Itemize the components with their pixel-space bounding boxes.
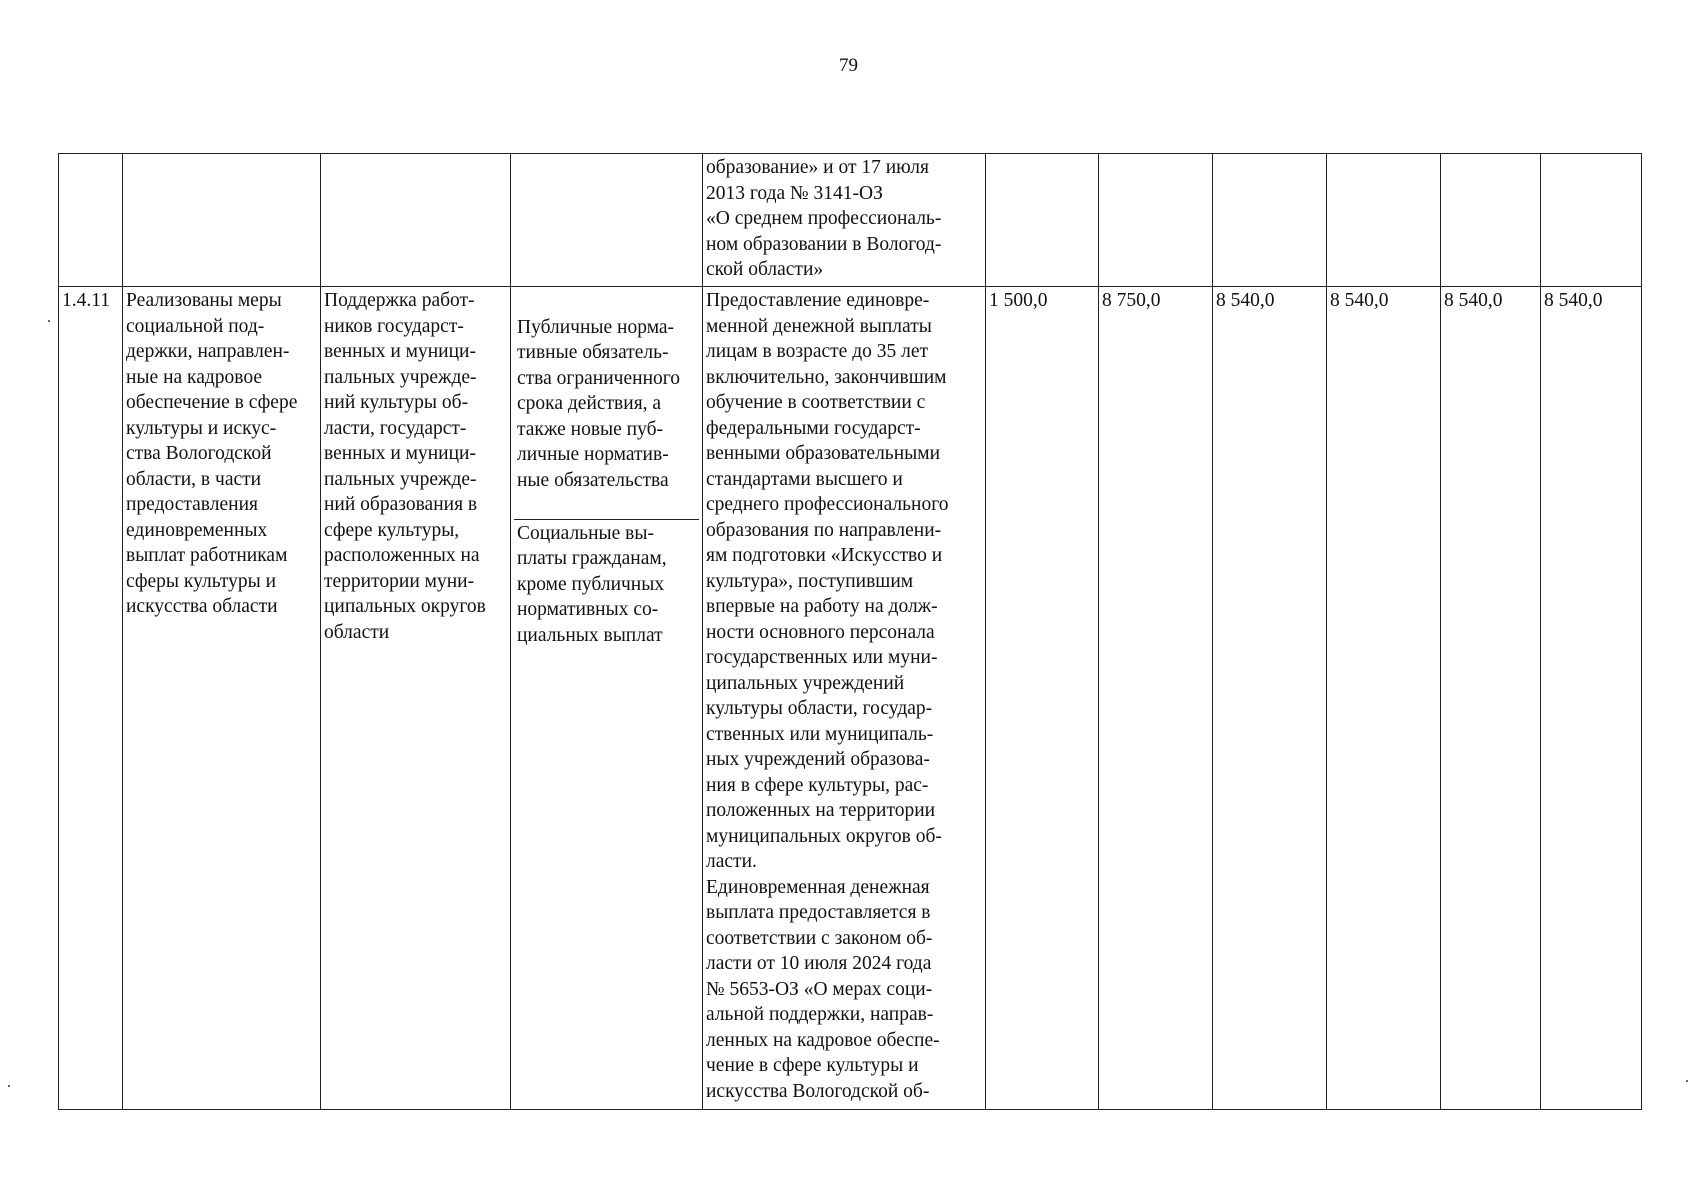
result-cell: [123, 154, 321, 287]
expense-type-item: Публичные норма- тивные обязатель- ства ограниченного срока действия, а также новые пуб- личные норматив- ные обязательства: [517, 316, 681, 491]
description-cell: Предоставление единовре- менной денежной выплаты лицам в возрасте до 35 лет включительно, закончившим обучение в соответствии с федеральными государст- венными образовательными стандартами высшего и среднего профессионального образования по направлени- ям подготовки «Искусство и культура», поступившим впервые на работу на долж- ности основного персонала государственных или муни- ципальных учреждений культуры области, государ- ственных или муниципаль- ных учреждений образова- ния в сфере культуры, рас- положенных на территории муниципальных округов об- ласти. Единовременная денежная выплата предоставляется в соответствии с законом об- ласти от 10 июля 2024 года № 5653-ОЗ «О мерах соци- альной поддержки, направ- ленных на кадровое обеспе- чение в сфере культуры и искусства Вологодской об-: [703, 287, 986, 1110]
value-cell: 8 540,0: [1541, 287, 1642, 1110]
value-cell: [1213, 154, 1327, 287]
page-number: 79: [839, 55, 858, 76]
description-cell: образование» и от 17 июля 2013 года № 3141-ОЗ «О среднем профессиональ- ном образовании в Вологод- ской области»: [703, 154, 986, 287]
expense-type-cell: [511, 287, 703, 1110]
value-cell: 8 750,0: [1099, 287, 1213, 1110]
row-index-cell: [59, 154, 123, 287]
scan-mark: [8, 1085, 10, 1087]
value-cell: [986, 154, 1099, 287]
value-cell: 8 540,0: [1327, 287, 1441, 1110]
value-cell: [1541, 154, 1642, 287]
table-row: [59, 154, 1642, 287]
scan-mark: [48, 320, 50, 322]
event-cell: [321, 154, 511, 287]
value-cell: 8 540,0: [1213, 287, 1327, 1110]
expense-type-item: Социальные вы- платы гражданам, кроме публичных нормативных со- циальных выплат: [514, 519, 699, 649]
event-cell: Поддержка работ- ников государст- венных и муници- пальных учрежде- ний культуры об- ласти, государст- венных и муници- пальных учрежде- ний образования в сфере культуры, расположенных на территории муни- ципальных округов области: [321, 287, 511, 1110]
program-table: [58, 153, 1642, 1110]
scan-mark: [1686, 1080, 1688, 1082]
table-row: [59, 287, 1642, 1110]
value-cell: [1099, 154, 1213, 287]
value-cell: 1 500,0: [986, 287, 1099, 1110]
expense-type-cell: [511, 154, 703, 287]
result-cell: Реализованы меры социальной под- держки, направлен- ные на кадровое обеспечение в сфере культуры и искус- ства Вологодской области, в части предоставления единовременных выплат работникам сферы культуры и искусства области: [123, 287, 321, 1110]
value-cell: 8 540,0: [1441, 287, 1541, 1110]
value-cell: [1327, 154, 1441, 287]
row-index-cell: 1.4.11: [59, 287, 123, 1110]
value-cell: [1441, 154, 1541, 287]
